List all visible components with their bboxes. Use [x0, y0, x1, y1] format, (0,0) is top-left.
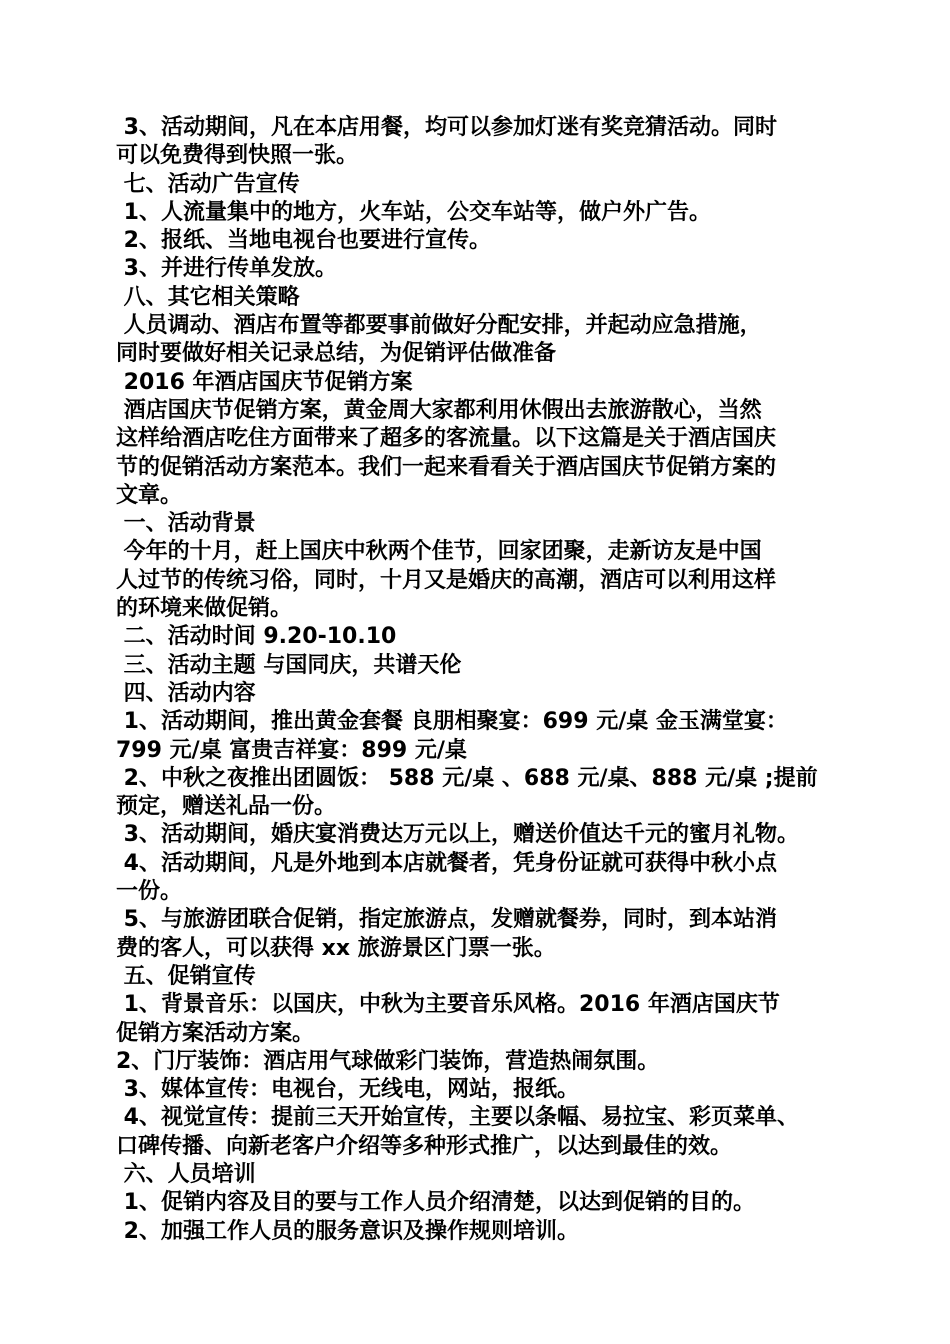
text-line: 3、活动期间，婚庆宴消费达万元以上，赠送价值达千元的蜜月礼物。: [116, 822, 799, 848]
text-line: 2、加强工作人员的服务意识及操作规则培训。: [116, 1218, 579, 1244]
text-line: 促销方案活动方案。: [116, 1020, 315, 1046]
text-line: 今年的十月，赶上国庆中秋两个佳节，回家团聚，走新访友是中国: [116, 539, 762, 565]
document-page: [116, 114, 846, 1246]
text-line: 5、与旅游团联合促销，指定旅游点，发赠就餐券，同时，到本站消: [116, 907, 777, 933]
section-heading: 八、其它相关策略: [116, 284, 300, 310]
text-line: 4、视觉宣传：提前三天开始宣传，主要以条幅、易拉宝、彩页菜单、: [116, 1105, 799, 1131]
section-heading: 一、活动背景: [116, 511, 256, 537]
section-heading: 七、活动广告宣传: [116, 171, 300, 197]
text-line: 这样给酒店吃住方面带来了超多的客流量。以下这篇是关于酒店国庆: [116, 426, 777, 452]
text-line: 的环境来做促销。: [116, 596, 293, 622]
text-line: 文章。: [116, 482, 183, 508]
text-line: 799 元/桌 富贵吉祥宴：899 元/桌: [116, 737, 467, 763]
text-line: 可以免费得到快照一张。: [116, 143, 359, 169]
text-line: 2、报纸、当地电视台也要进行宣传。: [116, 228, 491, 254]
text-line: 3、活动期间，凡在本店用餐，均可以参加灯迷有奖竞猜活动。同时: [116, 115, 777, 140]
section-heading: 三、活动主题 与国同庆，共谱天伦: [116, 652, 462, 678]
text-line: 3、媒体宣传：电视台，无线电，网站，报纸。: [116, 1077, 579, 1103]
section-heading: 四、活动内容: [116, 680, 256, 706]
section-heading: 二、活动时间 9.20-10.10: [116, 624, 397, 650]
text-line: 2、中秋之夜推出团圆饭： 588 元/桌 、688 元/桌、888 元/桌 ;提前: [116, 765, 818, 791]
text-line: 口碑传播、向新老客户介绍等多种形式推广，以达到最佳的效。: [116, 1133, 733, 1159]
text-line: 人过节的传统习俗，同时，十月又是婚庆的高潮，酒店可以利用这样: [116, 567, 777, 593]
text-line: 人员调动、酒店布置等都要事前做好分配安排，并起动应急措施，: [116, 313, 762, 339]
text-line: 一份。: [116, 879, 183, 905]
section-heading: 五、促销宣传: [116, 963, 256, 989]
text-line: 2、门厅装饰：酒店用气球做彩门装饰，营造热闹氛围。: [116, 1048, 660, 1074]
section-heading: 六、人员培训: [116, 1161, 256, 1187]
document-title: 2016 年酒店国庆节促销方案: [116, 369, 413, 395]
text-line: 1、背景音乐：以国庆，中秋为主要音乐风格。2016 年酒店国庆节: [116, 992, 780, 1018]
text-line: 3、并进行传单发放。: [116, 256, 337, 282]
text-line: 费的客人，可以获得 xx 旅游景区门票一张。: [116, 935, 556, 961]
text-line: 节的促销活动方案范本。我们一起来看看关于酒店国庆节促销方案的: [116, 454, 777, 480]
text-line: 4、活动期间，凡是外地到本店就餐者，凭身份证就可获得中秋小点: [116, 850, 777, 876]
text-line: 预定，赠送礼品一份。: [116, 794, 337, 820]
text-line: 酒店国庆节促销方案，黄金周大家都利用休假出去旅游散心，当然: [116, 397, 762, 423]
text-line: 1、人流量集中的地方，火车站，公交车站等，做户外广告。: [116, 199, 711, 225]
text-line: 1、活动期间，推出黄金套餐 良朋相聚宴：699 元/桌 金玉满堂宴：: [116, 709, 788, 735]
text-line: 1、促销内容及目的要与工作人员介绍清楚，以达到促销的目的。: [116, 1190, 755, 1216]
text-line: 同时要做好相关记录总结，为促销评估做准备: [116, 341, 557, 367]
